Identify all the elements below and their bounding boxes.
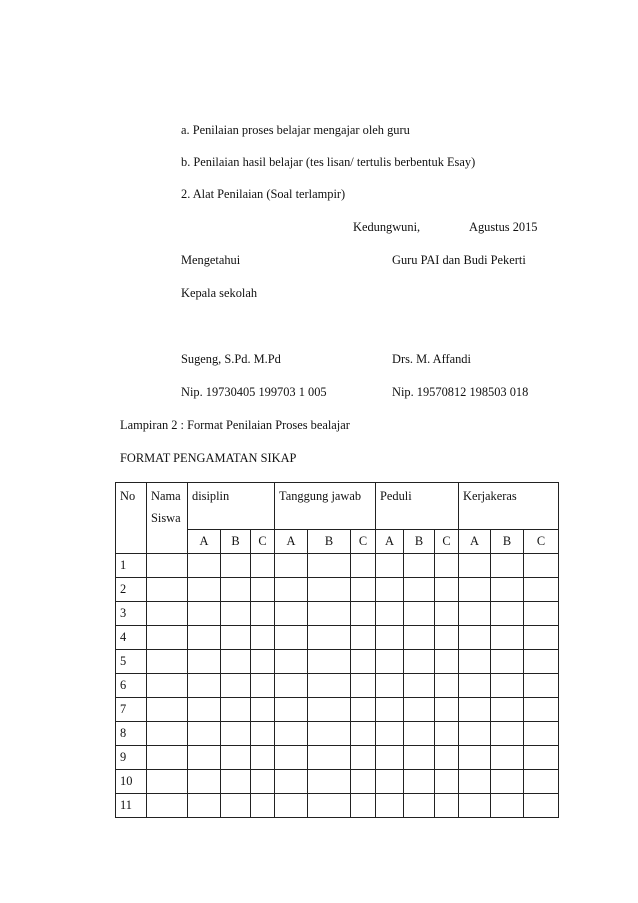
grade-header: A	[459, 530, 491, 554]
table-row	[116, 602, 559, 626]
grade-header: A	[376, 530, 404, 554]
row-number: 1	[116, 554, 147, 578]
grade-header: C	[351, 530, 376, 554]
empty-cell[interactable]	[435, 770, 459, 794]
empty-cell[interactable]	[376, 794, 404, 818]
empty-cell[interactable]	[251, 698, 275, 722]
row-number: 7	[116, 698, 147, 722]
empty-cell[interactable]	[524, 578, 559, 602]
grade-header: A	[188, 530, 221, 554]
empty-cell[interactable]	[376, 626, 404, 650]
empty-cell[interactable]	[188, 674, 221, 698]
empty-cell[interactable]	[275, 626, 308, 650]
empty-cell[interactable]	[188, 770, 221, 794]
empty-cell[interactable]	[491, 650, 524, 674]
empty-cell[interactable]	[376, 578, 404, 602]
empty-cell[interactable]	[435, 722, 459, 746]
empty-cell[interactable]	[491, 626, 524, 650]
empty-cell[interactable]	[251, 746, 275, 770]
empty-cell[interactable]	[459, 770, 491, 794]
attitude-table	[115, 482, 559, 818]
empty-cell[interactable]	[351, 698, 376, 722]
empty-cell[interactable]	[435, 674, 459, 698]
grade-header: A	[275, 530, 308, 554]
group-header-peduli: Peduli	[376, 483, 459, 530]
row-number: 8	[116, 722, 147, 746]
empty-cell[interactable]	[251, 602, 275, 626]
empty-cell[interactable]	[376, 722, 404, 746]
empty-cell[interactable]	[351, 554, 376, 578]
empty-cell[interactable]	[275, 602, 308, 626]
empty-cell[interactable]	[351, 794, 376, 818]
row-number: 5	[116, 650, 147, 674]
empty-cell[interactable]	[275, 698, 308, 722]
table-row	[116, 770, 559, 794]
empty-cell[interactable]	[524, 698, 559, 722]
empty-cell[interactable]	[491, 794, 524, 818]
format-title: FORMAT PENGAMATAN SIKAP	[120, 451, 297, 465]
empty-cell[interactable]	[524, 794, 559, 818]
empty-cell[interactable]	[491, 722, 524, 746]
empty-cell[interactable]	[524, 650, 559, 674]
table-row	[116, 722, 559, 746]
empty-cell[interactable]	[221, 578, 251, 602]
empty-cell[interactable]	[459, 746, 491, 770]
empty-cell[interactable]	[275, 770, 308, 794]
right-sign-name: Drs. M. Affandi	[392, 352, 471, 366]
empty-cell[interactable]	[351, 650, 376, 674]
empty-cell[interactable]	[221, 554, 251, 578]
grade-header: C	[251, 530, 275, 554]
empty-cell[interactable]	[251, 554, 275, 578]
empty-cell[interactable]	[188, 578, 221, 602]
row-number: 6	[116, 674, 147, 698]
empty-cell[interactable]	[376, 770, 404, 794]
empty-cell[interactable]	[188, 698, 221, 722]
empty-cell[interactable]	[435, 698, 459, 722]
empty-cell[interactable]	[275, 650, 308, 674]
empty-cell[interactable]	[147, 650, 188, 674]
empty-cell[interactable]	[459, 554, 491, 578]
empty-cell[interactable]	[251, 626, 275, 650]
empty-cell[interactable]	[351, 674, 376, 698]
grade-header: C	[435, 530, 459, 554]
empty-cell[interactable]	[147, 770, 188, 794]
appendix-title: Lampiran 2 : Format Penilaian Proses bealajar	[120, 418, 350, 432]
date-label: Agustus 2015	[469, 220, 538, 234]
empty-cell[interactable]	[491, 746, 524, 770]
empty-cell[interactable]	[147, 794, 188, 818]
empty-cell[interactable]	[404, 602, 435, 626]
empty-cell[interactable]	[376, 674, 404, 698]
left-sign-line2: Kepala sekolah	[181, 286, 258, 300]
empty-cell[interactable]	[221, 698, 251, 722]
col-nama-header: Nama Siswa	[147, 483, 188, 554]
empty-cell[interactable]	[459, 794, 491, 818]
empty-cell[interactable]	[459, 626, 491, 650]
empty-cell[interactable]	[404, 698, 435, 722]
empty-cell[interactable]	[308, 674, 351, 698]
row-number: 4	[116, 626, 147, 650]
row-number: 9	[116, 746, 147, 770]
empty-cell[interactable]	[524, 746, 559, 770]
empty-cell[interactable]	[275, 578, 308, 602]
empty-cell[interactable]	[404, 722, 435, 746]
item-b: b. Penilaian hasil belajar (tes lisan/ tertulis berbentuk Esay)	[181, 155, 476, 169]
empty-cell[interactable]	[147, 674, 188, 698]
grade-header: C	[524, 530, 559, 554]
table-header-row	[116, 483, 559, 530]
group-header-tanggung-jawab: Tanggung jawab	[275, 483, 376, 530]
empty-cell[interactable]	[459, 602, 491, 626]
empty-cell[interactable]	[221, 770, 251, 794]
empty-cell[interactable]	[491, 578, 524, 602]
right-sign-nip: Nip. 19570812 198503 018	[392, 385, 529, 399]
grade-header: B	[308, 530, 351, 554]
empty-cell[interactable]	[435, 650, 459, 674]
empty-cell[interactable]	[221, 722, 251, 746]
empty-cell[interactable]	[376, 746, 404, 770]
row-number: 3	[116, 602, 147, 626]
empty-cell[interactable]	[524, 554, 559, 578]
empty-cell[interactable]	[251, 674, 275, 698]
empty-cell[interactable]	[147, 746, 188, 770]
empty-cell[interactable]	[188, 746, 221, 770]
empty-cell[interactable]	[275, 794, 308, 818]
empty-cell[interactable]	[459, 722, 491, 746]
empty-cell[interactable]	[188, 602, 221, 626]
empty-cell[interactable]	[351, 602, 376, 626]
empty-cell[interactable]	[351, 770, 376, 794]
empty-cell[interactable]	[459, 578, 491, 602]
empty-cell[interactable]	[524, 602, 559, 626]
item-a: a. Penilaian proses belajar mengajar oleh guru	[181, 123, 410, 137]
empty-cell[interactable]	[376, 602, 404, 626]
empty-cell[interactable]	[308, 698, 351, 722]
empty-cell[interactable]	[251, 722, 275, 746]
empty-cell[interactable]	[404, 794, 435, 818]
empty-cell[interactable]	[147, 578, 188, 602]
empty-cell[interactable]	[351, 722, 376, 746]
empty-cell[interactable]	[351, 746, 376, 770]
empty-cell[interactable]	[308, 626, 351, 650]
empty-cell[interactable]	[147, 722, 188, 746]
empty-cell[interactable]	[404, 770, 435, 794]
empty-cell[interactable]	[524, 626, 559, 650]
empty-cell[interactable]	[251, 770, 275, 794]
empty-cell[interactable]	[308, 578, 351, 602]
empty-cell[interactable]	[435, 554, 459, 578]
empty-cell[interactable]	[275, 746, 308, 770]
place-label: Kedungwuni,	[353, 220, 421, 234]
empty-cell[interactable]	[459, 698, 491, 722]
empty-cell[interactable]	[308, 602, 351, 626]
empty-cell[interactable]	[435, 794, 459, 818]
empty-cell[interactable]	[308, 650, 351, 674]
empty-cell[interactable]	[459, 674, 491, 698]
empty-cell[interactable]	[376, 554, 404, 578]
empty-cell[interactable]	[404, 554, 435, 578]
empty-cell[interactable]	[435, 578, 459, 602]
empty-cell[interactable]	[435, 746, 459, 770]
right-sign-line1: Guru PAI dan Budi Pekerti	[392, 253, 526, 267]
empty-cell[interactable]	[524, 770, 559, 794]
group-header-kerjakeras: Kerjakeras	[459, 483, 559, 530]
empty-cell[interactable]	[308, 794, 351, 818]
table-row	[116, 674, 559, 698]
row-number: 11	[116, 794, 147, 818]
table-row	[116, 650, 559, 674]
empty-cell[interactable]	[435, 626, 459, 650]
grade-header: B	[404, 530, 435, 554]
empty-cell[interactable]	[221, 746, 251, 770]
empty-cell[interactable]	[275, 554, 308, 578]
empty-cell[interactable]	[251, 578, 275, 602]
empty-cell[interactable]	[351, 626, 376, 650]
empty-cell[interactable]	[308, 722, 351, 746]
empty-cell[interactable]	[524, 722, 559, 746]
empty-cell[interactable]	[275, 722, 308, 746]
table-row	[116, 626, 559, 650]
empty-cell[interactable]	[491, 770, 524, 794]
table-row	[116, 794, 559, 818]
table-row	[116, 554, 559, 578]
empty-cell[interactable]	[308, 554, 351, 578]
empty-cell[interactable]	[251, 650, 275, 674]
empty-cell[interactable]	[147, 698, 188, 722]
empty-cell[interactable]	[491, 554, 524, 578]
empty-cell[interactable]	[221, 650, 251, 674]
table-row	[116, 578, 559, 602]
empty-cell[interactable]	[308, 770, 351, 794]
empty-cell[interactable]	[524, 674, 559, 698]
empty-cell[interactable]	[404, 746, 435, 770]
empty-cell[interactable]	[188, 722, 221, 746]
row-number: 10	[116, 770, 147, 794]
empty-cell[interactable]	[491, 674, 524, 698]
empty-cell[interactable]	[404, 626, 435, 650]
empty-cell[interactable]	[221, 602, 251, 626]
empty-cell[interactable]	[308, 746, 351, 770]
empty-cell[interactable]	[459, 650, 491, 674]
empty-cell[interactable]	[251, 794, 275, 818]
empty-cell[interactable]	[188, 626, 221, 650]
empty-cell[interactable]	[147, 602, 188, 626]
empty-cell[interactable]	[147, 554, 188, 578]
table-row	[116, 746, 559, 770]
empty-cell[interactable]	[221, 794, 251, 818]
empty-cell[interactable]	[188, 650, 221, 674]
empty-cell[interactable]	[221, 674, 251, 698]
left-sign-name: Sugeng, S.Pd. M.Pd	[181, 352, 281, 366]
empty-cell[interactable]	[404, 650, 435, 674]
row-number: 2	[116, 578, 147, 602]
empty-cell[interactable]	[221, 626, 251, 650]
empty-cell[interactable]	[376, 698, 404, 722]
empty-cell[interactable]	[404, 674, 435, 698]
empty-cell[interactable]	[351, 578, 376, 602]
empty-cell[interactable]	[188, 554, 221, 578]
left-sign-line1: Mengetahui	[181, 253, 241, 267]
empty-cell[interactable]	[435, 602, 459, 626]
empty-cell[interactable]	[275, 674, 308, 698]
table-row	[116, 698, 559, 722]
item-2: 2. Alat Penilaian (Soal terlampir)	[181, 187, 346, 201]
empty-cell[interactable]	[376, 650, 404, 674]
empty-cell[interactable]	[147, 626, 188, 650]
group-header-disiplin: disiplin	[188, 483, 275, 530]
empty-cell[interactable]	[188, 794, 221, 818]
grade-header: B	[221, 530, 251, 554]
col-no-header: No	[116, 483, 147, 554]
empty-cell[interactable]	[491, 602, 524, 626]
left-sign-nip: Nip. 19730405 199703 1 005	[181, 385, 327, 399]
empty-cell[interactable]	[404, 578, 435, 602]
empty-cell[interactable]	[491, 698, 524, 722]
grade-header: B	[491, 530, 524, 554]
